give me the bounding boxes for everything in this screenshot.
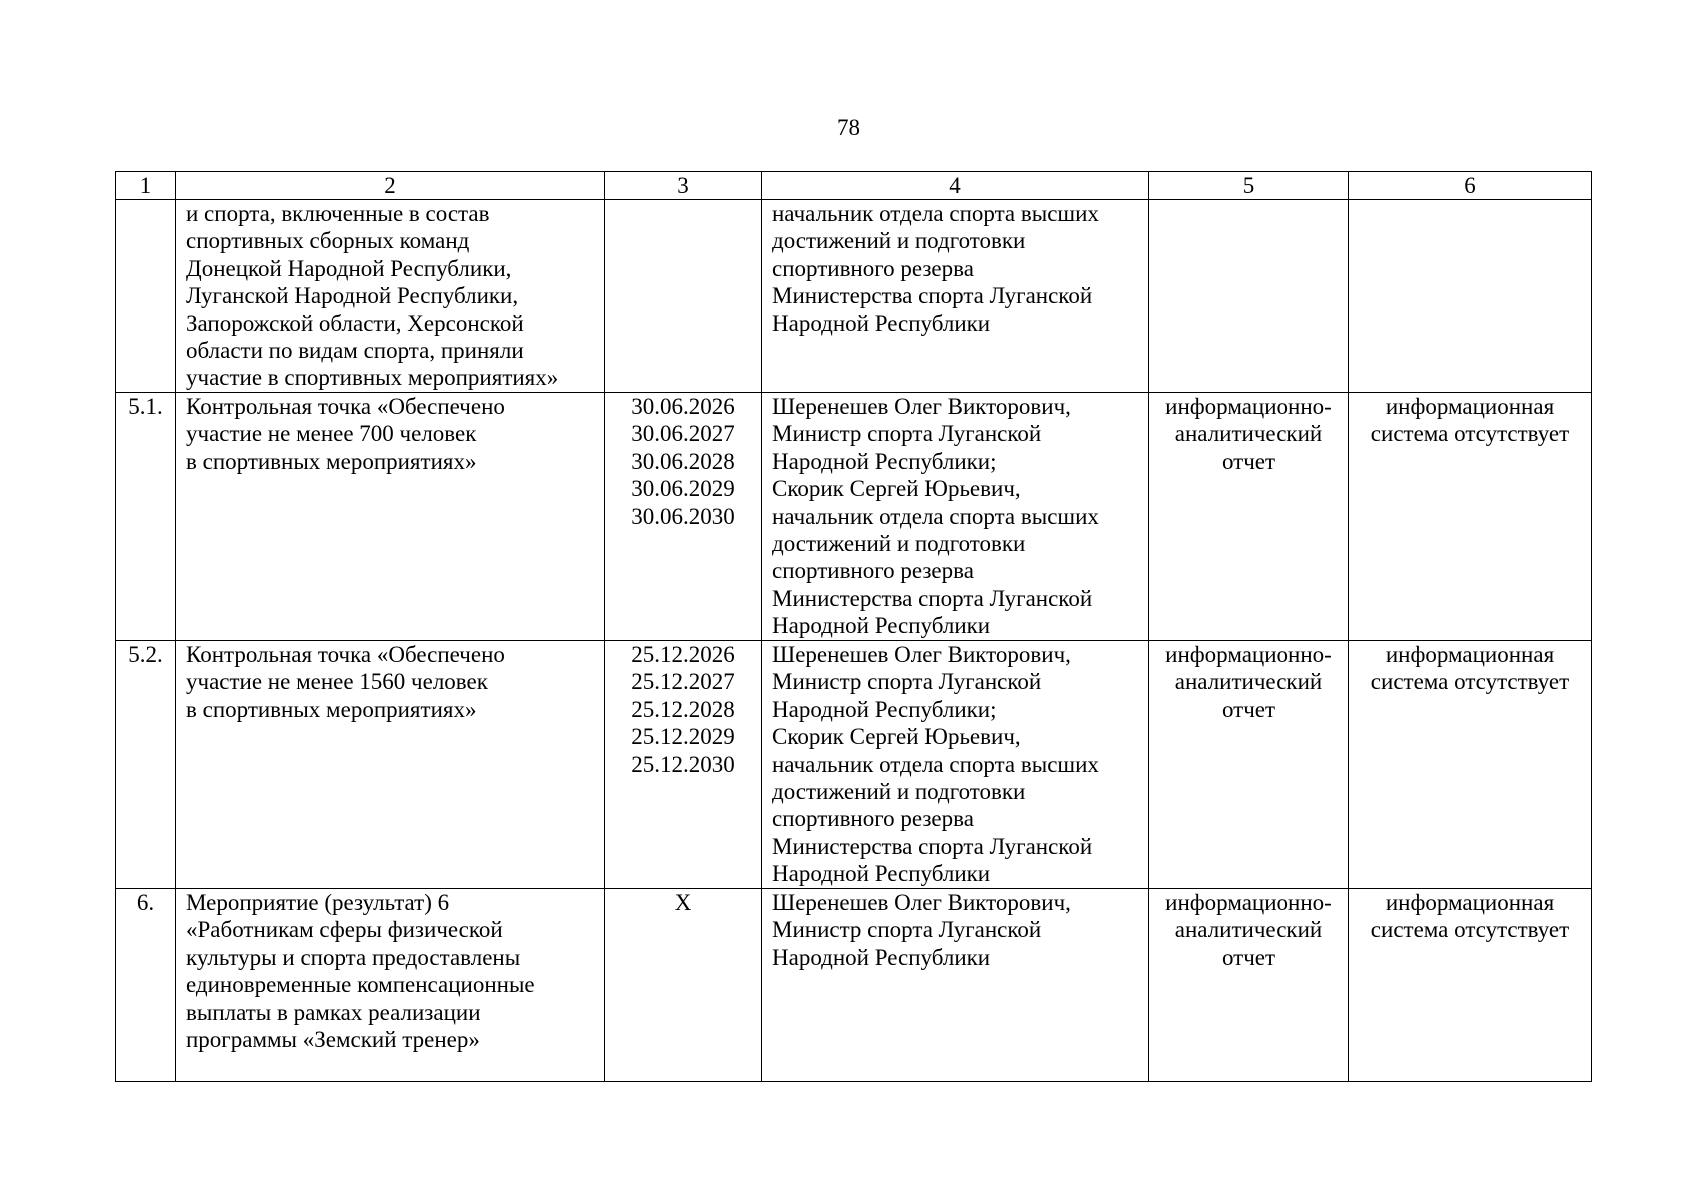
description-cell: Контрольная точка «Обеспечено участие не менее 1560 человек в спортивных мероприятиях»: [176, 641, 605, 889]
dates-cell: [605, 200, 762, 393]
table-row: [116, 200, 1592, 393]
responsible-cell: Шеренешев Олег Викторович, Министр спорта Луганской Народной Республики; Скорик Сергей Юрьевич, начальник отдела спорта высших достижений и подготовки спортивного резерва Министерства спорта Луганской Народной Республики: [762, 393, 1149, 641]
column-header-4: 4: [762, 172, 1149, 200]
information-system-cell: информационная система отсутствует: [1349, 889, 1592, 1082]
row-number-cell: 5.1.: [116, 393, 176, 641]
description-cell: и спорта, включенные в состав спортивных сборных команд Донецкой Народной Республики, Луганской Народной Республики, Запорожской области, Херсонской области по видам спорта, приняли участие в спортивных мероприятиях»: [176, 200, 605, 393]
document-type-cell: [1149, 200, 1349, 393]
document-table: [115, 171, 1592, 1082]
information-system-cell: [1349, 200, 1592, 393]
dates-cell: 30.06.2026 30.06.2027 30.06.2028 30.06.2029 30.06.2030: [605, 393, 762, 641]
page-number: 78: [837, 115, 860, 140]
table-row: [116, 889, 1592, 1082]
description-cell: Мероприятие (результат) 6 «Работникам сферы физической культуры и спорта предоставлены единовременные компенсационные выплаты в рамках реализации программы «Земский тренер»: [176, 889, 605, 1082]
dates-cell: 25.12.2026 25.12.2027 25.12.2028 25.12.2029 25.12.2030: [605, 641, 762, 889]
column-header-2: 2: [176, 172, 605, 200]
responsible-cell: начальник отдела спорта высших достижений и подготовки спортивного резерва Министерства спорта Луганской Народной Республики: [762, 200, 1149, 393]
table-header-row: [116, 172, 1592, 200]
information-system-cell: информационная система отсутствует: [1349, 393, 1592, 641]
column-header-3: 3: [605, 172, 762, 200]
document-type-cell: информационно- аналитический отчет: [1149, 889, 1349, 1082]
responsible-cell: Шеренешев Олег Викторович, Министр спорта Луганской Народной Республики; Скорик Сергей Юрьевич, начальник отдела спорта высших достижений и подготовки спортивного резерва Министерства спорта Луганской Народной Республики: [762, 641, 1149, 889]
column-header-5: 5: [1149, 172, 1349, 200]
table-row: [116, 641, 1592, 889]
document-type-cell: информационно- аналитический отчет: [1149, 641, 1349, 889]
row-number-cell: [116, 200, 176, 393]
column-header-6: 6: [1349, 172, 1592, 200]
document-type-cell: информационно- аналитический отчет: [1149, 393, 1349, 641]
table-row: [116, 393, 1592, 641]
column-header-1: 1: [116, 172, 176, 200]
dates-cell: Х: [605, 889, 762, 1082]
row-number-cell: 5.2.: [116, 641, 176, 889]
row-number-cell: 6.: [116, 889, 176, 1082]
responsible-cell: Шеренешев Олег Викторович, Министр спорта Луганской Народной Республики: [762, 889, 1149, 1082]
information-system-cell: информационная система отсутствует: [1349, 641, 1592, 889]
description-cell: Контрольная точка «Обеспечено участие не менее 700 человек в спортивных мероприятиях»: [176, 393, 605, 641]
